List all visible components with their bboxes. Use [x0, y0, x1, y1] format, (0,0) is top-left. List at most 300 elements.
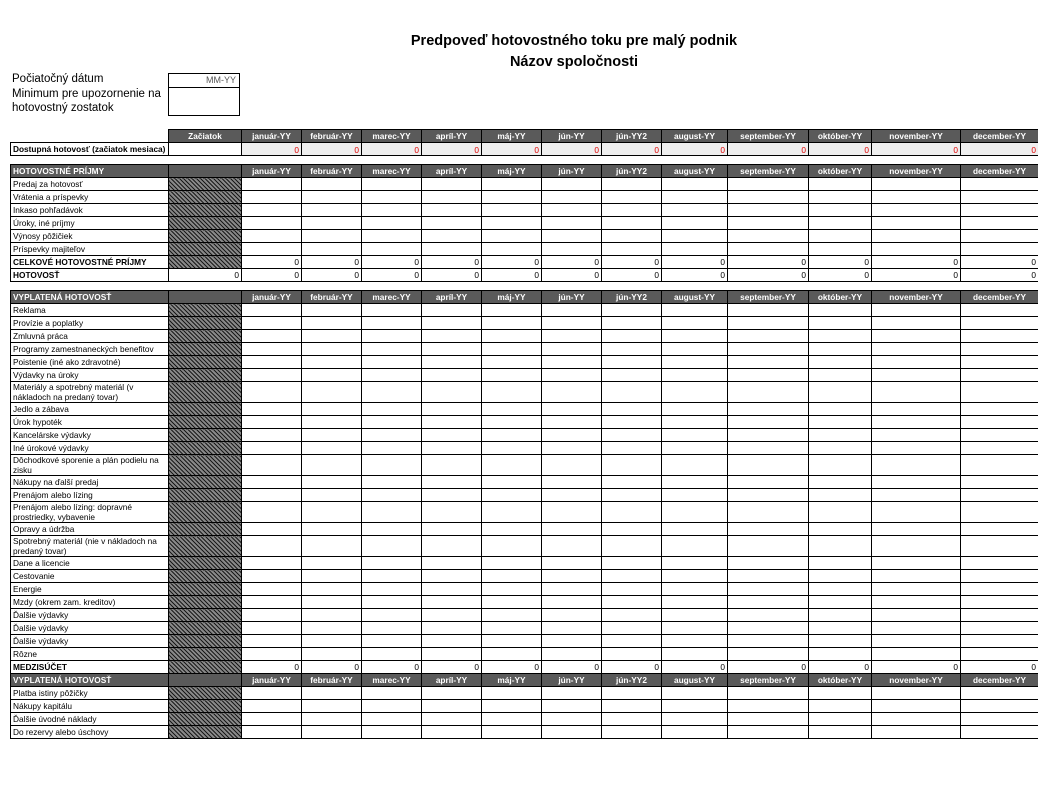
value-cell[interactable] [961, 382, 1038, 403]
value-cell[interactable] [872, 330, 961, 343]
value-cell[interactable] [482, 191, 542, 204]
value-cell[interactable] [961, 356, 1038, 369]
value-cell[interactable]: 0 [662, 269, 728, 282]
value-cell[interactable] [872, 204, 961, 217]
value-cell[interactable] [422, 442, 482, 455]
value-cell[interactable] [662, 726, 728, 739]
value-cell[interactable] [809, 700, 872, 713]
value-cell[interactable] [362, 382, 422, 403]
value-cell[interactable] [482, 523, 542, 536]
value-cell[interactable] [662, 455, 728, 476]
value-cell[interactable] [422, 648, 482, 661]
value-cell[interactable] [482, 403, 542, 416]
value-cell[interactable] [362, 557, 422, 570]
value-cell[interactable] [728, 489, 809, 502]
value-cell[interactable] [961, 700, 1038, 713]
value-cell[interactable] [872, 687, 961, 700]
value-cell[interactable] [961, 230, 1038, 243]
value-cell[interactable] [542, 178, 602, 191]
value-cell[interactable] [961, 609, 1038, 622]
value-cell[interactable] [728, 648, 809, 661]
value-cell[interactable] [809, 648, 872, 661]
value-cell[interactable] [422, 557, 482, 570]
value-cell[interactable] [602, 217, 662, 230]
value-cell[interactable] [728, 330, 809, 343]
value-cell[interactable]: 0 [482, 661, 542, 674]
value-cell[interactable] [242, 536, 302, 557]
value-cell[interactable]: 0 [602, 256, 662, 269]
value-cell[interactable] [809, 429, 872, 442]
value-cell[interactable] [728, 635, 809, 648]
value-cell[interactable]: 0 [542, 143, 602, 156]
value-cell[interactable] [482, 700, 542, 713]
value-cell[interactable] [362, 304, 422, 317]
value-cell[interactable] [542, 243, 602, 256]
value-cell[interactable] [242, 204, 302, 217]
value-cell[interactable] [422, 476, 482, 489]
value-cell[interactable]: 0 [302, 256, 362, 269]
value-cell[interactable] [242, 356, 302, 369]
value-cell[interactable] [542, 713, 602, 726]
value-cell[interactable] [302, 557, 362, 570]
value-cell[interactable] [809, 178, 872, 191]
value-cell[interactable] [542, 583, 602, 596]
value-cell[interactable] [872, 442, 961, 455]
value-cell[interactable] [809, 243, 872, 256]
value-cell[interactable] [872, 635, 961, 648]
value-cell[interactable] [302, 382, 362, 403]
value-cell[interactable] [872, 429, 961, 442]
value-cell[interactable] [872, 622, 961, 635]
value-cell[interactable] [302, 583, 362, 596]
value-cell[interactable]: 0 [242, 661, 302, 674]
value-cell[interactable] [662, 609, 728, 622]
value-cell[interactable] [302, 442, 362, 455]
value-cell[interactable] [662, 687, 728, 700]
value-cell[interactable] [662, 476, 728, 489]
value-cell[interactable]: 0 [482, 256, 542, 269]
value-cell[interactable] [422, 343, 482, 356]
value-cell[interactable] [961, 523, 1038, 536]
value-cell[interactable] [961, 476, 1038, 489]
value-cell[interactable] [872, 455, 961, 476]
value-cell[interactable]: 0 [422, 256, 482, 269]
value-cell[interactable]: 0 [872, 661, 961, 674]
value-cell[interactable] [302, 403, 362, 416]
value-cell[interactable]: 0 [602, 661, 662, 674]
value-cell[interactable] [809, 317, 872, 330]
value-cell[interactable] [961, 317, 1038, 330]
value-cell[interactable] [662, 230, 728, 243]
value-cell[interactable] [542, 204, 602, 217]
value-cell[interactable] [242, 330, 302, 343]
value-cell[interactable] [872, 382, 961, 403]
value-cell[interactable] [482, 635, 542, 648]
value-cell[interactable] [422, 536, 482, 557]
value-cell[interactable] [482, 476, 542, 489]
value-cell[interactable] [542, 416, 602, 429]
value-cell[interactable] [662, 489, 728, 502]
value-cell[interactable] [302, 191, 362, 204]
value-cell[interactable]: 0 [422, 269, 482, 282]
value-cell[interactable] [602, 416, 662, 429]
value-cell[interactable] [872, 369, 961, 382]
value-cell[interactable] [662, 648, 728, 661]
value-cell[interactable]: 0 [602, 143, 662, 156]
value-cell[interactable] [662, 635, 728, 648]
value-cell[interactable] [542, 217, 602, 230]
value-cell[interactable] [242, 442, 302, 455]
value-cell[interactable] [302, 317, 362, 330]
value-cell[interactable] [872, 304, 961, 317]
value-cell[interactable] [728, 416, 809, 429]
value-cell[interactable] [809, 191, 872, 204]
value-cell[interactable]: 0 [302, 269, 362, 282]
value-cell[interactable] [242, 243, 302, 256]
value-cell[interactable] [542, 442, 602, 455]
value-cell[interactable] [362, 343, 422, 356]
value-cell[interactable] [482, 713, 542, 726]
value-cell[interactable]: 0 [809, 269, 872, 282]
value-cell[interactable]: 0 [242, 143, 302, 156]
value-cell[interactable] [728, 570, 809, 583]
value-cell[interactable] [728, 583, 809, 596]
value-cell[interactable] [728, 609, 809, 622]
value-cell[interactable] [302, 635, 362, 648]
value-cell[interactable] [542, 230, 602, 243]
value-cell[interactable] [872, 713, 961, 726]
value-cell[interactable] [362, 596, 422, 609]
value-cell[interactable] [728, 317, 809, 330]
value-cell[interactable] [422, 687, 482, 700]
value-cell[interactable] [961, 330, 1038, 343]
value-cell[interactable] [482, 217, 542, 230]
value-cell[interactable]: 0 [809, 143, 872, 156]
value-cell[interactable] [602, 476, 662, 489]
value-cell[interactable] [242, 416, 302, 429]
value-cell[interactable] [809, 230, 872, 243]
value-cell[interactable] [872, 557, 961, 570]
value-cell[interactable] [542, 382, 602, 403]
value-cell[interactable] [662, 583, 728, 596]
value-cell[interactable] [242, 455, 302, 476]
value-cell[interactable] [362, 489, 422, 502]
value-cell[interactable] [482, 536, 542, 557]
value-cell[interactable] [728, 304, 809, 317]
value-cell[interactable] [728, 455, 809, 476]
value-cell[interactable] [302, 523, 362, 536]
value-cell[interactable] [728, 343, 809, 356]
value-cell[interactable] [872, 700, 961, 713]
value-cell[interactable] [728, 596, 809, 609]
value-cell[interactable] [602, 442, 662, 455]
value-cell[interactable] [242, 713, 302, 726]
value-cell[interactable] [872, 596, 961, 609]
value-cell[interactable] [542, 523, 602, 536]
value-cell[interactable] [482, 317, 542, 330]
value-cell[interactable] [662, 523, 728, 536]
value-cell[interactable] [482, 648, 542, 661]
value-cell[interactable] [602, 726, 662, 739]
value-cell[interactable]: 0 [809, 661, 872, 674]
value-cell[interactable] [872, 648, 961, 661]
value-cell[interactable] [362, 403, 422, 416]
value-cell[interactable] [362, 713, 422, 726]
value-cell[interactable] [422, 217, 482, 230]
value-cell[interactable] [662, 557, 728, 570]
value-cell[interactable]: 0 [809, 256, 872, 269]
value-cell[interactable] [602, 343, 662, 356]
value-cell[interactable] [872, 523, 961, 536]
value-cell[interactable] [362, 217, 422, 230]
value-cell[interactable] [542, 304, 602, 317]
value-cell[interactable] [362, 502, 422, 523]
value-cell[interactable] [422, 570, 482, 583]
value-cell[interactable] [542, 635, 602, 648]
value-cell[interactable]: 0 [961, 661, 1038, 674]
value-cell[interactable] [872, 230, 961, 243]
value-cell[interactable] [482, 687, 542, 700]
value-cell[interactable] [362, 570, 422, 583]
value-cell[interactable] [482, 356, 542, 369]
value-cell[interactable]: 0 [961, 269, 1038, 282]
value-cell[interactable] [809, 416, 872, 429]
value-cell[interactable] [728, 536, 809, 557]
value-cell[interactable] [728, 442, 809, 455]
value-cell[interactable] [662, 622, 728, 635]
value-cell[interactable] [872, 726, 961, 739]
value-cell[interactable]: 0 [242, 269, 302, 282]
value-cell[interactable]: 0 [362, 256, 422, 269]
value-cell[interactable] [302, 570, 362, 583]
value-cell[interactable] [362, 726, 422, 739]
value-cell[interactable] [482, 369, 542, 382]
value-cell[interactable] [362, 191, 422, 204]
value-cell[interactable] [482, 416, 542, 429]
value-cell[interactable] [302, 217, 362, 230]
value-cell[interactable] [872, 178, 961, 191]
value-cell[interactable] [662, 596, 728, 609]
value-cell[interactable]: 0 [302, 143, 362, 156]
value-cell[interactable] [542, 570, 602, 583]
value-cell[interactable] [482, 429, 542, 442]
value-cell[interactable]: 0 [872, 256, 961, 269]
value-cell[interactable] [242, 304, 302, 317]
value-cell[interactable] [872, 536, 961, 557]
value-cell[interactable] [362, 622, 422, 635]
value-cell[interactable] [809, 583, 872, 596]
value-cell[interactable] [728, 557, 809, 570]
value-cell[interactable] [302, 476, 362, 489]
value-cell[interactable] [662, 502, 728, 523]
value-cell[interactable] [242, 230, 302, 243]
value-cell[interactable] [728, 230, 809, 243]
value-cell[interactable] [872, 317, 961, 330]
value-cell[interactable] [482, 455, 542, 476]
value-cell[interactable] [242, 382, 302, 403]
value-cell[interactable] [482, 726, 542, 739]
value-cell[interactable] [961, 343, 1038, 356]
value-cell[interactable] [542, 403, 602, 416]
value-cell[interactable] [662, 304, 728, 317]
value-cell[interactable] [728, 687, 809, 700]
value-cell[interactable] [542, 455, 602, 476]
value-cell[interactable] [872, 489, 961, 502]
value-cell[interactable] [542, 687, 602, 700]
value-cell[interactable] [728, 622, 809, 635]
value-cell[interactable] [662, 570, 728, 583]
value-cell[interactable] [362, 317, 422, 330]
value-cell[interactable] [728, 382, 809, 403]
value-cell[interactable] [728, 523, 809, 536]
value-cell[interactable] [602, 304, 662, 317]
value-cell[interactable] [482, 330, 542, 343]
value-cell[interactable] [602, 317, 662, 330]
value-cell[interactable] [809, 596, 872, 609]
value-cell[interactable] [302, 230, 362, 243]
value-cell[interactable] [961, 726, 1038, 739]
value-cell[interactable] [362, 635, 422, 648]
value-cell[interactable] [961, 442, 1038, 455]
value-cell[interactable] [961, 502, 1038, 523]
value-cell[interactable] [422, 191, 482, 204]
value-cell[interactable] [728, 476, 809, 489]
value-cell[interactable] [362, 648, 422, 661]
value-cell[interactable] [422, 622, 482, 635]
value-cell[interactable] [602, 330, 662, 343]
value-cell[interactable] [662, 442, 728, 455]
value-cell[interactable] [602, 609, 662, 622]
value-cell[interactable] [482, 243, 542, 256]
value-cell[interactable] [728, 369, 809, 382]
value-cell[interactable] [809, 570, 872, 583]
value-cell[interactable]: 0 [728, 256, 809, 269]
value-cell[interactable] [482, 442, 542, 455]
value-cell[interactable] [602, 403, 662, 416]
value-cell[interactable] [362, 536, 422, 557]
value-cell[interactable] [422, 489, 482, 502]
value-cell[interactable] [302, 726, 362, 739]
value-cell[interactable] [809, 403, 872, 416]
value-cell[interactable] [809, 343, 872, 356]
value-cell[interactable] [422, 700, 482, 713]
value-cell[interactable] [422, 356, 482, 369]
value-cell[interactable] [242, 687, 302, 700]
value-cell[interactable] [961, 191, 1038, 204]
value-cell[interactable] [602, 557, 662, 570]
value-cell[interactable] [961, 570, 1038, 583]
value-cell[interactable] [728, 700, 809, 713]
value-cell[interactable] [662, 416, 728, 429]
value-cell[interactable] [809, 476, 872, 489]
value-cell[interactable] [872, 356, 961, 369]
value-cell[interactable] [242, 700, 302, 713]
value-cell[interactable] [662, 243, 728, 256]
value-cell[interactable] [961, 713, 1038, 726]
value-cell[interactable] [872, 403, 961, 416]
value-cell[interactable] [809, 369, 872, 382]
value-cell[interactable] [728, 502, 809, 523]
value-cell[interactable]: 0 [362, 143, 422, 156]
value-cell[interactable] [242, 476, 302, 489]
value-cell[interactable] [662, 317, 728, 330]
value-cell[interactable] [728, 429, 809, 442]
value-cell[interactable] [872, 583, 961, 596]
value-cell[interactable] [482, 609, 542, 622]
value-cell[interactable] [602, 356, 662, 369]
value-cell[interactable] [482, 382, 542, 403]
value-cell[interactable] [362, 356, 422, 369]
value-cell[interactable] [242, 622, 302, 635]
value-cell[interactable] [302, 178, 362, 191]
value-cell[interactable]: 0 [362, 661, 422, 674]
value-cell[interactable]: 0 [662, 661, 728, 674]
value-cell[interactable] [961, 243, 1038, 256]
value-cell[interactable] [542, 330, 602, 343]
value-cell[interactable] [422, 416, 482, 429]
value-cell[interactable]: 0 [542, 269, 602, 282]
value-cell[interactable] [809, 304, 872, 317]
value-cell[interactable] [242, 583, 302, 596]
value-cell[interactable] [242, 648, 302, 661]
value-cell[interactable] [602, 713, 662, 726]
value-cell[interactable] [422, 230, 482, 243]
value-cell[interactable] [542, 343, 602, 356]
value-cell[interactable] [602, 648, 662, 661]
value-cell[interactable] [302, 416, 362, 429]
value-cell[interactable] [961, 536, 1038, 557]
value-cell[interactable] [362, 429, 422, 442]
value-cell[interactable] [362, 476, 422, 489]
start-date-input[interactable]: MM-YY [168, 73, 240, 88]
value-cell[interactable] [422, 609, 482, 622]
value-cell[interactable] [242, 369, 302, 382]
value-cell[interactable] [302, 596, 362, 609]
value-cell[interactable] [362, 230, 422, 243]
value-cell[interactable] [302, 502, 362, 523]
value-cell[interactable] [422, 330, 482, 343]
value-cell[interactable] [602, 369, 662, 382]
value-cell[interactable] [728, 191, 809, 204]
value-cell[interactable] [362, 609, 422, 622]
value-cell[interactable] [362, 369, 422, 382]
value-cell[interactable] [362, 442, 422, 455]
value-cell[interactable] [242, 489, 302, 502]
value-cell[interactable] [872, 570, 961, 583]
value-cell[interactable] [302, 343, 362, 356]
value-cell[interactable] [482, 343, 542, 356]
value-cell[interactable] [809, 455, 872, 476]
value-cell[interactable]: 0 [872, 143, 961, 156]
value-cell[interactable] [728, 178, 809, 191]
value-cell[interactable] [728, 403, 809, 416]
value-cell[interactable] [242, 502, 302, 523]
value-cell[interactable] [809, 356, 872, 369]
value-cell[interactable] [662, 178, 728, 191]
value-cell[interactable] [809, 687, 872, 700]
value-cell[interactable] [242, 557, 302, 570]
value-cell[interactable] [302, 489, 362, 502]
value-cell[interactable] [302, 204, 362, 217]
value-cell[interactable] [362, 416, 422, 429]
value-cell[interactable] [961, 622, 1038, 635]
value-cell[interactable] [242, 726, 302, 739]
value-cell[interactable] [961, 178, 1038, 191]
value-cell[interactable] [362, 243, 422, 256]
value-cell[interactable] [728, 217, 809, 230]
value-cell[interactable] [872, 243, 961, 256]
value-cell[interactable] [961, 583, 1038, 596]
